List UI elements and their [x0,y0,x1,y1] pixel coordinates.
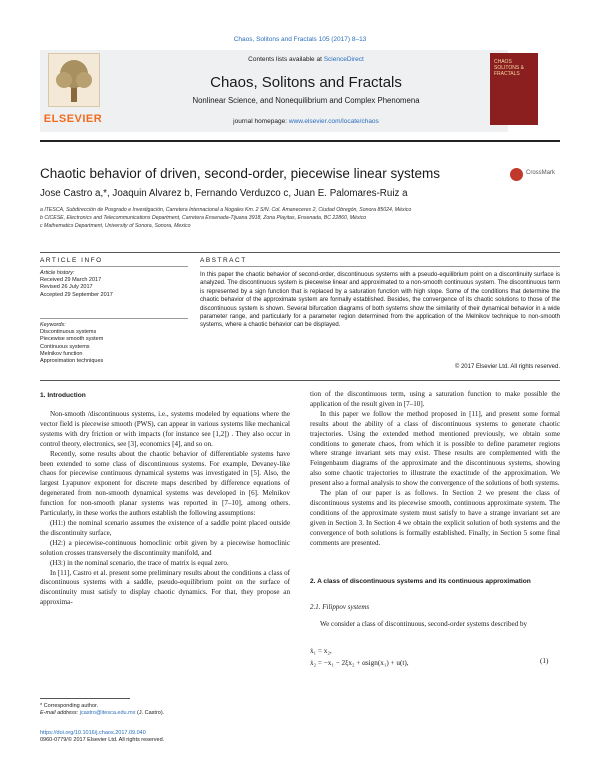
history-accepted: Accepted 29 September 2017 [40,291,113,298]
keyword: Melnikov function [40,350,83,357]
section-heading-2: 2. A class of discontinuous systems and its continuous approximation [310,578,531,585]
history-revised: Revised 26 July 2017 [40,284,93,291]
email-line [40,710,164,717]
article-info-label: ARTICLE INFO [40,257,103,264]
cover-title: CHAOS SOLITONS & FRACTALS [494,59,524,77]
rights-line: 0960-0779/© 2017 Elsevier Ltd. All rights reserved. [40,737,165,744]
crossmark-icon [510,168,523,181]
keywords-divider [40,318,188,319]
paragraph: We consider a class of discontinuous, second-order systems described by [320,620,528,628]
keyword: Continuous systems [40,343,90,350]
affiliation-b: b CICESE, Electronics and Telecommunications Department, Carretera Ensenada-Tijuana 3918, Zona Playitas, Ensenada, BC 22860, México [40,215,367,221]
sciencedirect-link[interactable]: ScienceDirect [323,56,364,63]
affiliation-a: a ITESCA, Subdirección de Posgrado e Investigación, Carretera Internacional a Nogales Km. 2 S/N. Col. Amaneceres 2, Ciudad Obregón, Sonora 85024, México [40,207,412,213]
body-divider [40,380,560,381]
author-list: Jose Castro a,*, Joaquin Alvarez b, Fernando Verduzco c, Juan E. Palomares-Ruiz a [40,188,408,199]
paragraph: Recently, some results about the chaotic behavior of differentiable systems have been extended to some class of discontinuous systems. For example, Devaney-like chaos for piecewise continuous dynamical systems was investigated in [5]. Also, the largest Lyapunov exponent for discrete maps described by difference equations of degenerated from non-smooth dynamical systems was developed in [6]. Melnikov function for non-smooth planar systems was reported in [7–10], among others. Particularly, in these works the authors establish the following assumptions: [40,449,290,518]
abstract-copyright: © 2017 Elsevier Ltd. All rights reserved. [454,364,560,370]
keywords-block [40,322,188,365]
abstract-label: ABSTRACT [200,257,247,264]
journal-cover-image [490,53,538,125]
corresponding-author-note: * Corresponding author. [40,703,99,709]
elsevier-logo [40,53,106,129]
paragraph: The plan of our paper is as follows. In Section 2 we present the class of discontinuous systems and its piecewise smooth, continuous approximate system. The conditions of the approximate system must satisfy to have a strange invariant set are given in Section 3. In Section 4 we obtain the explicit solution of both systems and the convergence of both solutions is formally established. Finally, in Section 5 some final comments are presented. [310,489,560,547]
paragraph: Non-smooth /discontinuous systems, i.e., systems modeled by equations where the vector field is piecewise smooth (PWS), can appear in various systems like mechanical systems with dry friction or with impacts (for instance see [1,2]) . They also occur in control theory, electronics, see [3], economics [4], and so on. [40,410,290,448]
homepage-prefix: journal homepage: [233,118,288,125]
footnote [40,703,164,718]
doi-link[interactable]: https://doi.org/10.1016/j.chaos.2017.09.040 [40,730,146,736]
elsevier-wordmark: ELSEVIER [43,113,103,125]
subsection-heading-2-1: 2.1. Filippov systems [310,603,370,611]
equation-1 [310,645,560,669]
article-history [40,270,188,299]
equation-line-1: ẋ₁ = x₂, [310,647,332,655]
paragraph: In this paper we follow the method proposed in [11], and present some formal results about the ability of a class of discontinuous systems to generate chaotic trajectories. Using the extended method mentioned previously, we obtain some conditions to generate chaos, from which it is possible to define parameter regions where strange invariant sets may exist. These results are complemented with the Feingenbaum diagrams of the approximate and the discontinuous systems, showing also some chaotic trajectories to illustrate the exactitude of the approximation. We present also a formal analysis to show the convergence of the solutions of both systems. [310,409,560,488]
article-divider [40,252,560,253]
homepage-line [106,118,506,125]
equation-line-2: ẋ₂ = −x₁ − 2ξx₂ + αsign(x₁) + u(t), [310,659,409,667]
contents-line [106,56,506,63]
keywords-label: Keywords: [40,322,66,328]
header-divider [40,140,560,142]
right-column-text [310,390,560,549]
footnote-divider [40,698,130,699]
subsection-text [310,620,560,630]
tree-icon [48,53,100,107]
contents-prefix: Contents lists available at [248,56,322,63]
affiliation-c: c Mathematics Department, University of Sonora, Sonora, Mexico [40,223,191,229]
paragraph: tion of the discontinuous term, using a saturation function to make possible the application of the result given in [7–10]. [310,390,560,408]
email-name: (J. Castro). [137,710,165,717]
assumption-h2: (H2:) a piecewise-continuous homoclinic orbit given by a piecewise homoclinic solution crosses transversely the discontinuity manifold, and [40,538,290,557]
assumption-h1: (H1:) the nominal scenario assumes the existence of a saddle point placed outside the discontinuity surface, [40,518,290,537]
assumption-h3: (H3:) in the nominal scenario, the trace of matrix is equal zero. [50,558,229,567]
journal-subtitle: Nonlinear Science, and Nonequilibrium and Complex Phenomena [192,96,420,105]
homepage-link[interactable]: www.elsevier.com/locate/chaos [288,118,379,125]
paragraph: In [11], Castro et al. present some preliminary results about the conditions a class of discontinuous systems with a saddle, pseudo-equilibrium point on the surface of discontinuity must satisfy to display chaotic dynamics. For that, they propose an approxima- [40,568,290,607]
history-label: Article history: [40,270,75,276]
email-link[interactable]: jcastro@itesca.edu.mx [79,710,136,717]
article-info-divider [40,266,188,267]
abstract-divider [200,266,560,267]
journal-citation-link[interactable]: Chaos, Solitons and Fractals 105 (2017) 8–13 [233,36,367,43]
left-column-text [40,410,290,608]
page-footer [40,730,164,745]
crossmark-button[interactable] [510,167,565,183]
equation-number: (1) [540,657,549,665]
keyword: Piecewise smooth system [40,336,104,343]
history-received: Received 29 March 2017 [40,277,102,284]
keyword: Approximation techniques [40,358,104,365]
crossmark-label: CrossMark [526,170,556,176]
section-heading-introduction: 1. Introduction [40,392,86,399]
keyword: Discontinuous systems [40,329,97,336]
journal-title: Chaos, Solitons and Fractals [210,74,402,91]
abstract-text: In this paper the chaotic behavior of second-order, discontinuous systems with a pseudo-equilibrium point on a discontinuity surface is analyzed. The discontinuous system is piecewise linear and approximated to a non-smooth continuous system. The discontinuous term is represented by a sign function that is replaced by a saturation function with high slope. Some of the conditions that determine the chaotic behavior of the approximate system are formally established. Besides, the convergence of its chaotic solutions to those of the discontinuous system is shown. Several bifurcation diagrams of both systems show the similarity of their dynamical behavior in a wide parameter range, and particularly for a parameter region determined from the application of the Melnikov technique to non-smooth systems, where a chaotic behavior can be displayed. [200,272,560,329]
email-label: E-mail address: [40,710,79,717]
paper-title: Chaotic behavior of driven, second-order, piecewise linear systems [40,166,440,181]
